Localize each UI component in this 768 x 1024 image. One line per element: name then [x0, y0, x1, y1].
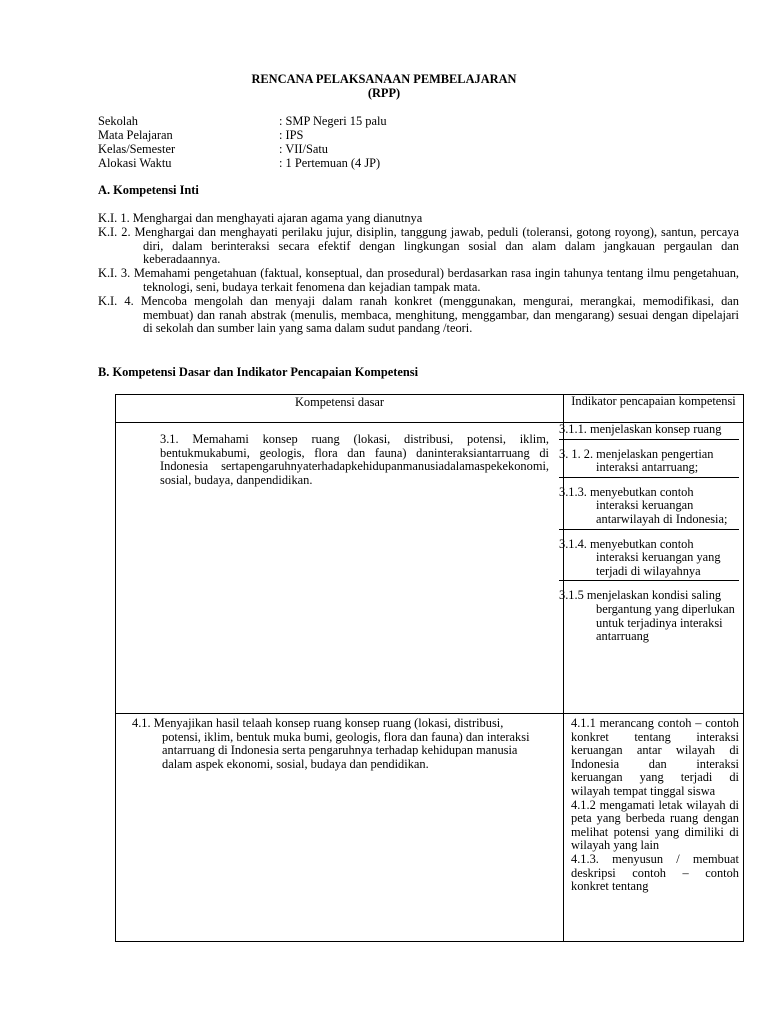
indicator-cell — [559, 422, 744, 714]
section-a-heading: A. Kompetensi Inti — [98, 183, 199, 197]
indicator-cell — [564, 714, 744, 942]
table-row — [116, 714, 744, 942]
table-row — [116, 423, 744, 714]
kd-table — [115, 394, 744, 942]
kd-text: 3.1. Memahami konsep ruang (lokasi, distribusi, potensi, iklim, bentukmukabumi, geologis, flora dan fauna) daninteraksiantarruang di Indonesia sertapengaruhnyaterhadapkehidupanmanusiadalamaspekekonomi, sosial, budaya, danpendidikan. — [160, 432, 549, 487]
ki-text: K.I. 2. Menghargai dan menghayati perilaku jujur, disiplin, tanggung jawab, peduli (toleransi, gotong royong), santun, percaya diri, dalam berinteraksi secara efektif dengan lingkungan sosial dan alam dalam jangkauan pergaulan dan keberadaannya. — [98, 225, 739, 267]
page-title: RENCANA PELAKSANAAN PEMBELAJARAN — [251, 72, 517, 86]
header-kompetensi-dasar: Kompetensi dasar — [116, 395, 564, 423]
identity-label: Alokasi Waktu — [98, 156, 172, 170]
ki-text: K.I. 1. Menghargai dan menghayati ajaran agama yang dianutnya — [98, 211, 423, 225]
ki-item — [98, 212, 739, 226]
identity-value: : 1 Pertemuan (4 JP) — [279, 156, 381, 170]
ki-text: K.I. 4. Mencoba mengolah dan menyaji dalam ranah konkret (menggunakan, mengurai, merangkai, memodifikasi, dan membuat) dan ranah abstrak (menulis, membaca, menghitung, menggambar, dan mengarang) sesuai dengan dipelajari di sekolah dan sumber lain yang sama dalam sudut pandang /teori. — [98, 294, 739, 336]
indicator-item: 3.1.1. menjelaskan konsep ruang — [559, 423, 739, 440]
ki-item — [98, 295, 739, 336]
ki-item — [98, 267, 739, 294]
identity-label: Mata Pelajaran — [98, 128, 173, 142]
identity-value: : SMP Negeri 15 palu — [279, 114, 387, 128]
indicator-item: 4.1.1 merancang contoh – contoh konkret tentang interaksi keruangan antar wilayah di Indonesia dan interaksi keruangan yang terjadi di wilayah tempat tinggal siswa — [571, 716, 739, 798]
kd-text: 4.1. Menyajikan hasil telaah konsep ruang konsep ruang (lokasi, distribusi, potensi, iklim, bentuk muka bumi, geologis, flora dan fauna) dan interaksi antarruang di Indonesia serta pengaruhnya terhadap kehidupan manusia dalam aspek ekonomi, sosial, budaya dan pendidikan. — [132, 716, 530, 771]
identity-value: : IPS — [279, 128, 304, 142]
table-header-row — [116, 395, 744, 423]
indicator-item: 3.1.4. menyebutkan contoh interaksi keruangan yang terjadi di wilayahnya — [559, 538, 739, 582]
header-indikator: Indikator pencapaian kompetensi — [564, 395, 744, 423]
identity-label: Kelas/Semester — [98, 142, 176, 156]
indicator-item: 3. 1. 2. menjelaskan pengertian interaksi antarruang; — [559, 448, 739, 478]
indicator-item: 3.1.3. menyebutkan contoh interaksi keruangan antarwilayah di Indonesia; — [559, 486, 739, 530]
indicator-item: 4.1.3. menyusun / membuat deskripsi contoh – contoh konkret tentang — [571, 851, 739, 894]
page-subtitle: (RPP) — [367, 86, 401, 100]
kd-cell — [116, 423, 564, 714]
kd-cell — [116, 714, 564, 942]
identity-label: Sekolah — [98, 114, 138, 128]
section-b-heading: B. Kompetensi Dasar dan Indikator Pencapaian Kompetensi — [98, 365, 419, 379]
indicator-item: 3.1.5 menjelaskan kondisi saling bergantung yang diperlukan untuk terjadinya interaksi antarruang — [559, 588, 735, 644]
indicator-list — [559, 423, 739, 646]
ki-text: K.I. 3. Memahami pengetahuan (faktual, konseptual, dan prosedural) berdasarkan rasa ingin tahunya tentang ilmu pengetahuan, teknologi, seni, budaya terkait fenomena dan kejadian tampak mata. — [98, 266, 739, 294]
ki-item — [98, 226, 739, 267]
indicator-item: 4.1.2 mengamati letak wilayah di peta yang berbeda ruang dengan melihat potensi yang dimiliki di wilayah yang lain — [571, 797, 739, 853]
identity-value: : VII/Satu — [279, 142, 328, 156]
